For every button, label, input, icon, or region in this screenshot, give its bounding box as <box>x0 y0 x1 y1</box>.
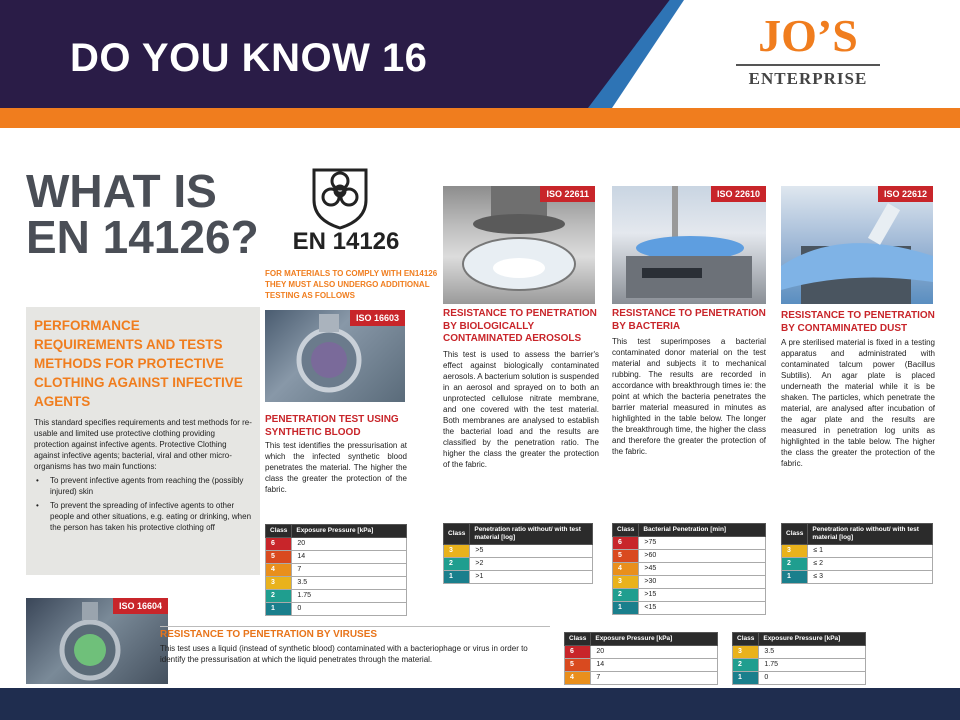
iso-16604-badge: ISO 16604 <box>113 598 168 614</box>
class-column-header: Class <box>733 633 759 646</box>
footer-band <box>0 688 960 720</box>
company-logo <box>732 12 884 89</box>
virus-section-divider <box>160 626 550 627</box>
iso-16603-badge: ISO 16603 <box>350 310 405 326</box>
value-cell: 14 <box>591 659 718 672</box>
comply-note: FOR MATERIALS TO COMPLY WITH EN14126 THEY MUST ALSO UNDERGO ADDITIONAL TESTING AS FOLLOWS <box>265 269 438 300</box>
aerosol-chamber-illustration <box>443 186 595 304</box>
table-row <box>733 646 866 659</box>
table-header-row <box>733 633 866 646</box>
table-row <box>733 659 866 672</box>
value-cell: ≤ 2 <box>808 558 933 571</box>
iso-16604-body: This test uses a liquid (instead of synthetic blood) contaminated with a bacteriophage or virus in order to identify the pressurisation at which the liquid penetrates through the material. <box>160 644 528 664</box>
heading-line-1: WHAT IS <box>26 165 217 217</box>
table-row <box>565 646 718 659</box>
iso-22610-body: This test superimposes a bacterial contaminated donor material on the test material and subjects it to mechanical rubbing. The results are recorded in accordance with breakthrough times ie: the point at which the bacteria penetrates the barrier material measured in minutes as highlighted in the table below. The longer the breakthrough time, the higher the class and therefore the greater the protection of the fabric. <box>612 337 766 456</box>
iso-16603-body: This test identifies the pressurisation at which the infected synthetic blood penetrates the material. The higher the class the greater the protection of the fabric. <box>265 441 407 494</box>
iso-16604-title: RESISTANCE TO PENETRATION BY VIRUSES <box>160 629 378 640</box>
synthetic-blood-test-photo <box>265 310 405 402</box>
value-cell: ≤ 1 <box>808 545 933 558</box>
table-row <box>613 602 766 615</box>
class-cell: 1 <box>733 672 759 685</box>
class-cell: 2 <box>266 590 292 603</box>
class-column-header: Class <box>565 633 591 646</box>
heading-line-2: EN 14126? <box>26 211 259 263</box>
table-row <box>613 563 766 576</box>
value-cell: 3.5 <box>759 646 866 659</box>
table-row <box>444 571 593 584</box>
performance-list <box>34 475 252 533</box>
class-cell: 5 <box>266 551 292 564</box>
iso-22611-table <box>443 523 593 584</box>
value-cell: 3.5 <box>292 577 407 590</box>
logo-divider <box>736 64 880 66</box>
header-orange-bar <box>0 108 960 128</box>
iso-22612-badge: ISO 22612 <box>878 186 933 202</box>
class-cell: 4 <box>266 564 292 577</box>
value-cell: 7 <box>591 672 718 685</box>
table-row <box>444 545 593 558</box>
class-cell: 6 <box>266 538 292 551</box>
value-cell: >2 <box>470 558 593 571</box>
value-cell: >75 <box>639 537 766 550</box>
iso-22611-body: This test is used to assess the barrier's effect against biologically contaminated aerosols. A bacterium solution is suspended in an aerosol and sprayed on to both an unprotected cellulose nitrate membrane, and one covered with the test material. Both membranes are analysed to establish the bacterial load and the results are classified by the penetration ratio. The higher the class the greater the protection of the fabric. <box>443 350 599 469</box>
class-column-header: Class <box>782 524 808 545</box>
value-column-header: Exposure Pressure [kPa] <box>759 633 866 646</box>
iso-16603-table <box>265 524 407 616</box>
iso-22611-badge: ISO 22611 <box>540 186 595 202</box>
iso-22611-title: RESISTANCE TO PENETRATION BY BIOLOGICALLY CONTAMINATED AEROSOLS <box>443 308 597 344</box>
iso-16604-table-a <box>564 632 718 685</box>
table-header-row <box>266 525 407 538</box>
table-row <box>266 538 407 551</box>
value-cell: >15 <box>639 589 766 602</box>
class-cell: 5 <box>565 659 591 672</box>
iso-16603-title: PENETRATION TEST USING SYNTHETIC BLOOD <box>265 414 399 438</box>
virus-test-photo <box>26 598 168 684</box>
value-cell: 0 <box>292 603 407 616</box>
iso-22612-title: RESISTANCE TO PENETRATION BY CONTAMINATED DUST <box>781 310 935 334</box>
iso-22610-title: RESISTANCE TO PENETRATION BY BACTERIA <box>612 308 766 332</box>
table-row <box>733 672 866 685</box>
value-cell: >5 <box>470 545 593 558</box>
table-header-row <box>782 524 933 545</box>
list-item: • To prevent infective agents from reaching the (possibly injured) skin <box>36 476 244 496</box>
en14126-infographic <box>24 150 940 688</box>
value-cell: 14 <box>292 551 407 564</box>
table-row <box>266 603 407 616</box>
value-cell: 1.75 <box>759 659 866 672</box>
class-cell: 2 <box>613 589 639 602</box>
bacteria-test-photo <box>612 186 766 304</box>
table-row <box>565 672 718 685</box>
value-cell: 0 <box>759 672 866 685</box>
table-row <box>782 558 933 571</box>
dust-test-illustration <box>781 186 933 304</box>
value-cell: 7 <box>292 564 407 577</box>
list-item-text: To prevent infective agents from reaching the (possibly injured) skin <box>50 476 244 496</box>
dust-test-photo <box>781 186 933 304</box>
value-cell: 20 <box>292 538 407 551</box>
class-cell: 2 <box>444 558 470 571</box>
performance-title: PERFORMANCE REQUIREMENTS AND TESTS METHODS FOR PROTECTIVE CLOTHING AGAINST INFECTIVE AGENTS <box>34 318 243 409</box>
value-cell: <15 <box>639 602 766 615</box>
class-cell: 6 <box>565 646 591 659</box>
table-row <box>613 576 766 589</box>
value-cell: >1 <box>470 571 593 584</box>
infographic-heading <box>26 165 276 263</box>
class-cell: 3 <box>613 576 639 589</box>
class-column-header: Class <box>444 524 470 545</box>
slide-title: DO YOU KNOW 16 <box>70 36 428 80</box>
performance-panel <box>26 307 260 575</box>
class-cell: 1 <box>444 571 470 584</box>
value-cell: >45 <box>639 563 766 576</box>
biohazard-icon <box>308 164 372 230</box>
table-row <box>266 577 407 590</box>
class-cell: 3 <box>733 646 759 659</box>
value-cell: >30 <box>639 576 766 589</box>
class-cell: 1 <box>782 571 808 584</box>
iso-22610-badge: ISO 22610 <box>711 186 766 202</box>
list-item-text: To prevent the spreading of infective agents to other people and other situations, e.g. eating or drinking, when the person has taken his protective clothing off <box>50 501 252 532</box>
class-cell: 4 <box>613 563 639 576</box>
class-cell: 6 <box>613 537 639 550</box>
value-column-header: Exposure Pressure [kPa] <box>591 633 718 646</box>
performance-intro: This standard specifies requirements and test methods for re-usable and limited use protective clothing providing protection against infective agents. Protective Clothing against infective agents; bacterial, viral and other micro-organisms has two main functions: <box>34 418 252 471</box>
value-cell: ≤ 3 <box>808 571 933 584</box>
table-row <box>782 571 933 584</box>
table-row <box>266 590 407 603</box>
table-row <box>613 550 766 563</box>
table-row <box>266 551 407 564</box>
table-header-row <box>444 524 593 545</box>
class-cell: 3 <box>266 577 292 590</box>
value-column-header: Bacterial Penetration [min] <box>639 524 766 537</box>
table-row <box>613 537 766 550</box>
iso-22610-table <box>612 523 766 615</box>
class-cell: 3 <box>444 545 470 558</box>
class-column-header: Class <box>266 525 292 538</box>
logo-subtitle: ENTERPRISE <box>748 69 868 88</box>
iso-16604-table-b <box>732 632 866 685</box>
table-header-row <box>613 524 766 537</box>
value-column-header: Exposure Pressure [kPa] <box>292 525 407 538</box>
class-cell: 4 <box>565 672 591 685</box>
class-column-header: Class <box>613 524 639 537</box>
iso-22612-body: A pre sterilised material is fixed in a testing apparatus and administrated with contaminated talcum power (Bacillus Subtilis). An agar plate is placed underneath the material while it is be shaken. The particles, which penetrate the material, are analysed after incubation of the agar plate and the results are measured in penetration log units as highlighted in the table below. The higher the class the greater the protection of the fabric. <box>781 338 935 468</box>
rubbing-apparatus-illustration <box>612 186 766 304</box>
class-cell: 2 <box>782 558 808 571</box>
value-cell: >60 <box>639 550 766 563</box>
logo-name: JO’S <box>758 10 858 61</box>
class-cell: 2 <box>733 659 759 672</box>
class-cell: 1 <box>266 603 292 616</box>
class-cell: 3 <box>782 545 808 558</box>
class-cell: 1 <box>613 602 639 615</box>
table-row <box>782 545 933 558</box>
value-column-header: Penetration ratio without/ with test material [log] <box>470 524 593 545</box>
value-cell: 20 <box>591 646 718 659</box>
iso-22612-table <box>781 523 933 584</box>
table-row <box>266 564 407 577</box>
value-column-header: Penetration ratio without/ with test material [log] <box>808 524 933 545</box>
value-cell: 1.75 <box>292 590 407 603</box>
list-item: • To prevent the spreading of infective agents to other people and other situations, e.g. eating or drinking, when the person has taken his protective clothing off <box>36 501 252 532</box>
table-header-row <box>565 633 718 646</box>
standard-logo-text: EN 14126 <box>292 228 400 255</box>
table-row <box>565 659 718 672</box>
aerosol-test-photo <box>443 186 595 304</box>
table-row <box>444 558 593 571</box>
table-row <box>613 589 766 602</box>
class-cell: 5 <box>613 550 639 563</box>
